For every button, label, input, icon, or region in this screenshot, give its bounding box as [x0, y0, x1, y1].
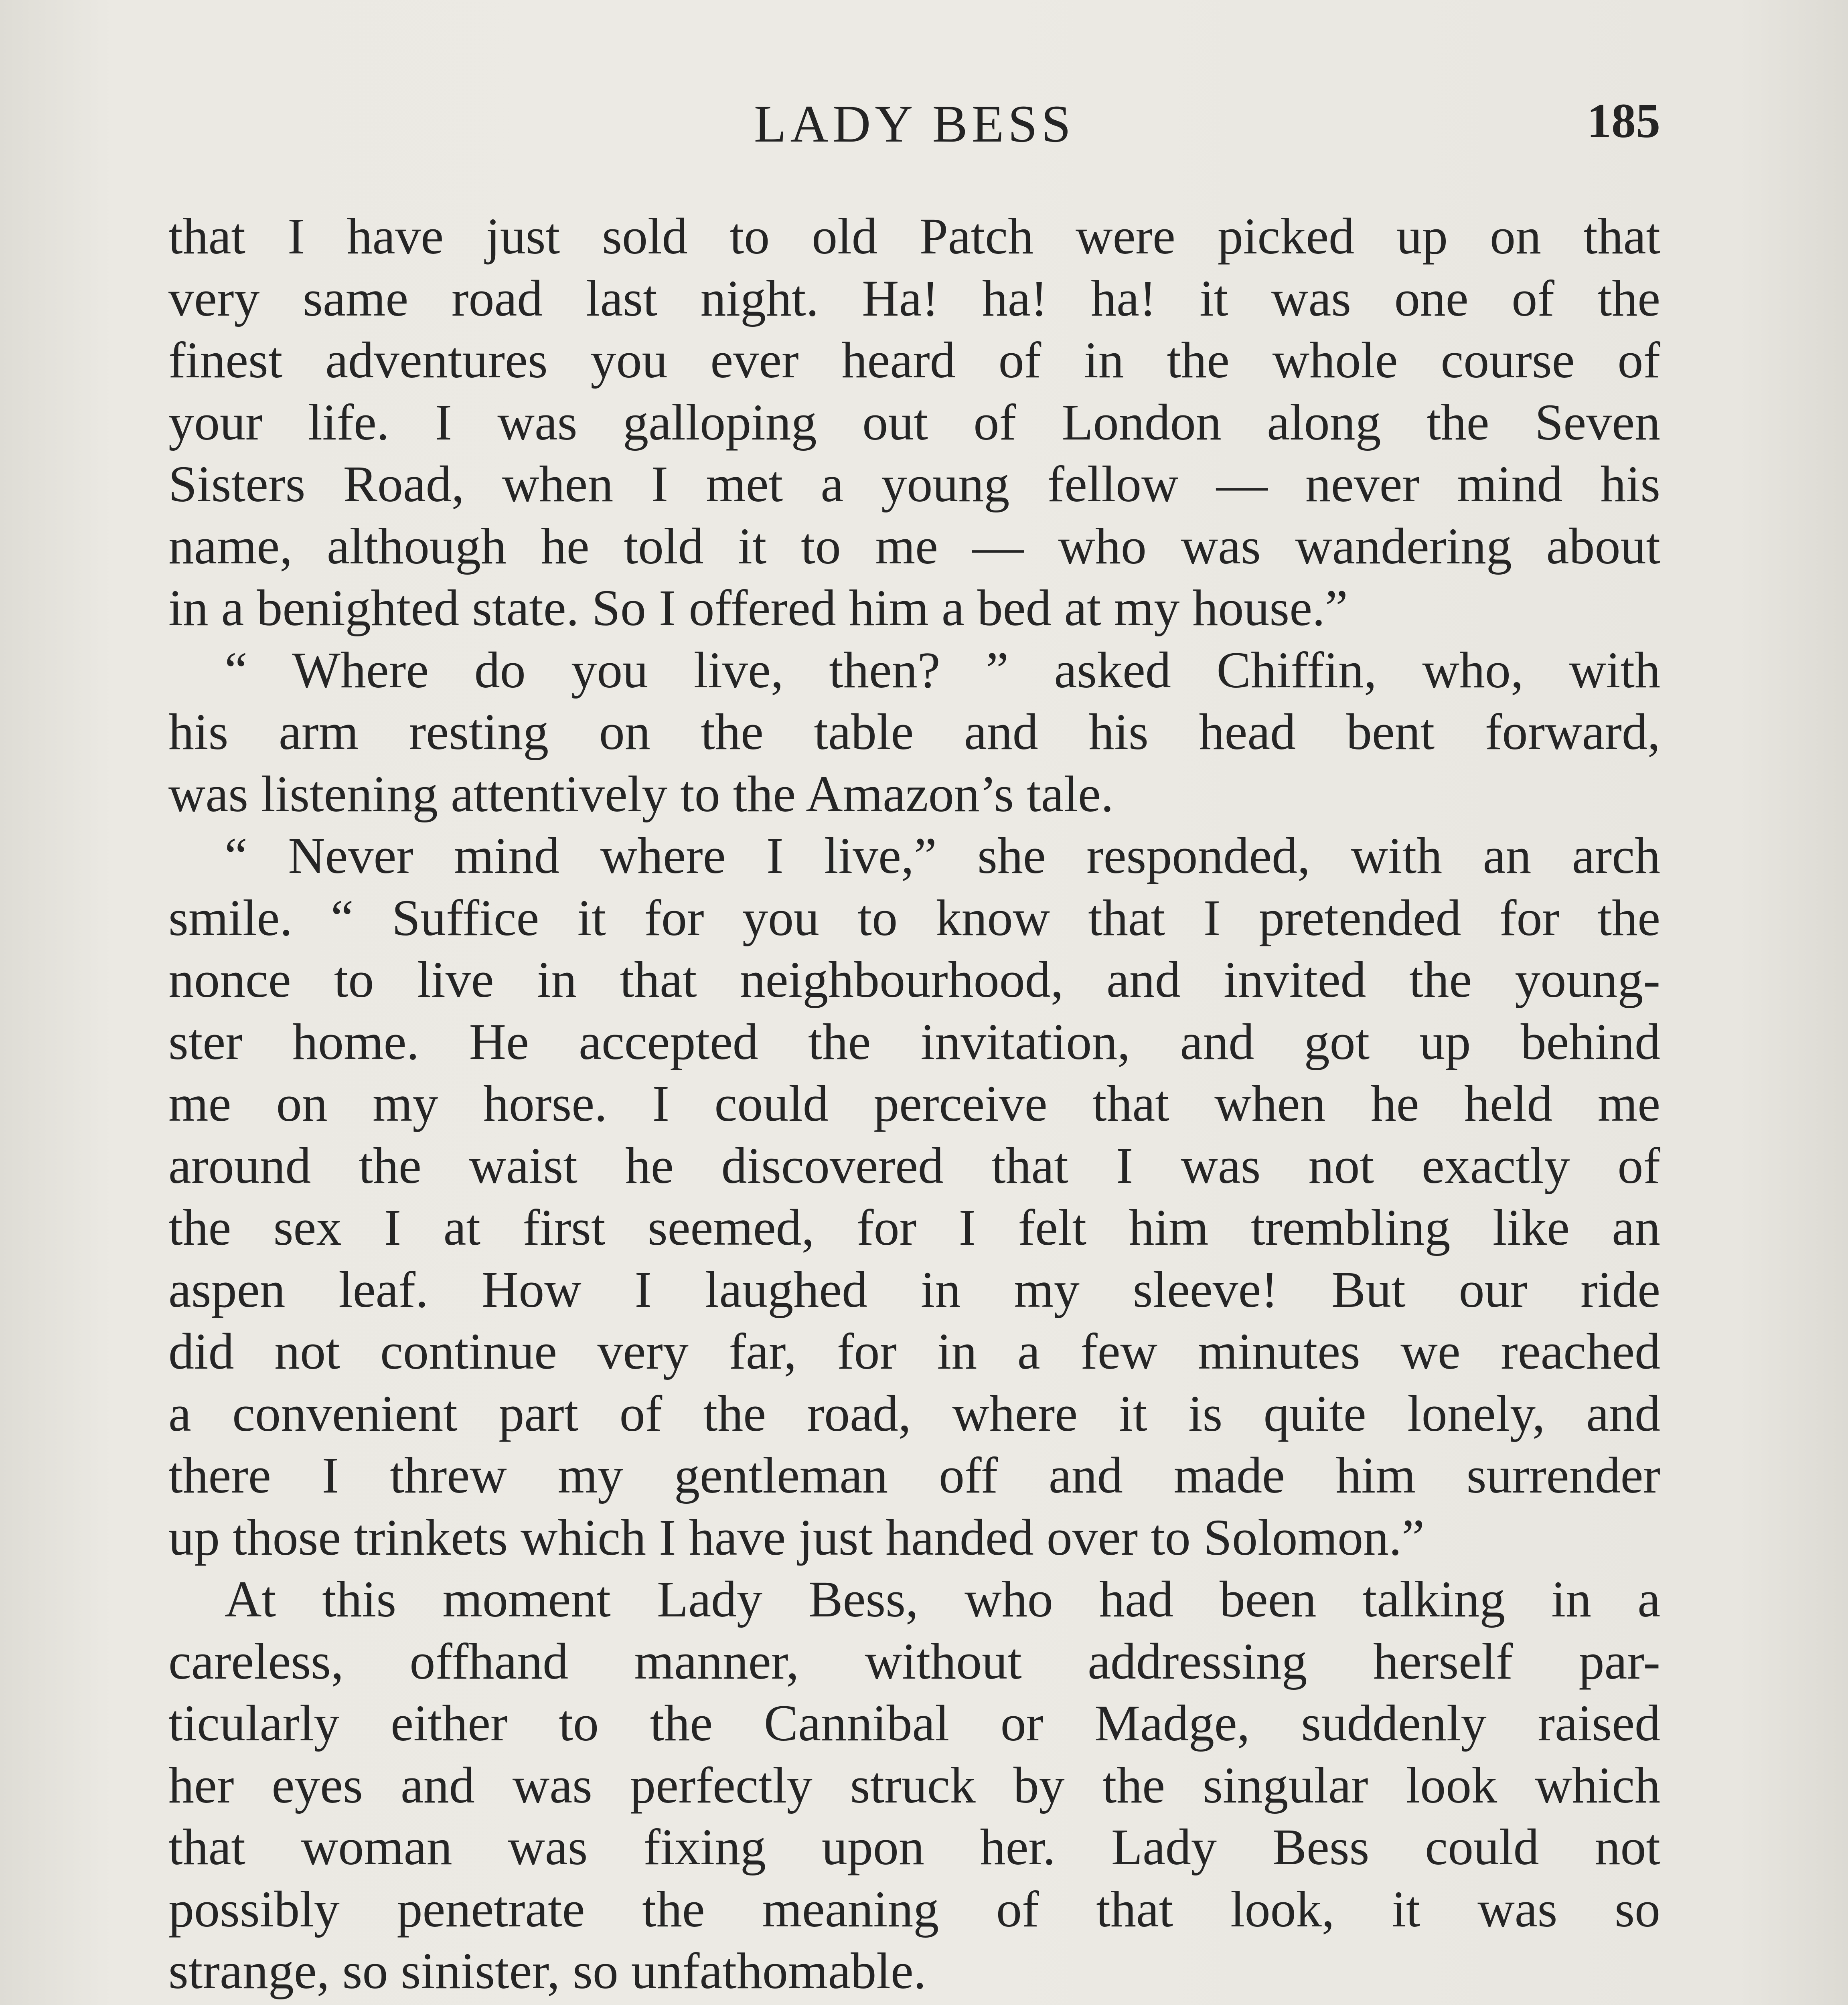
text-line: ster home. He accepted the invitation, and got up behind: [168, 1013, 1660, 1070]
text-line: did not continue very far, for in a few minutes we reached: [168, 1323, 1660, 1380]
text-line: her eyes and was perfectly struck by the singular look which: [168, 1756, 1660, 1814]
text-line: your life. I was galloping out of London along the Seven: [168, 393, 1660, 451]
text-line: careless, offhand manner, without addressing herself par-: [168, 1632, 1660, 1690]
text-line: up those trinkets which I have just handed over to Solomon.”: [168, 1509, 1424, 1566]
text-line: that I have just sold to old Patch were picked up on that: [168, 208, 1660, 265]
text-line: me on my horse. I could perceive that when he held me: [168, 1075, 1660, 1132]
page-number: 185: [1587, 94, 1660, 148]
text-line: Sisters Road, when I met a young fellow — never mind his: [168, 456, 1660, 512]
text-line: “ Never mind where I live,” she responded, with an arch: [225, 827, 1660, 884]
text-line: that woman was fixing upon her. Lady Bess could not: [168, 1819, 1660, 1875]
body-text: [168, 205, 1660, 2005]
text-line: was listening attentively to the Amazon’s tale.: [168, 765, 1114, 822]
text-line: his arm resting on the table and his head bent forward,: [168, 703, 1660, 760]
text-line: there I threw my gentleman off and made him surrender: [168, 1447, 1660, 1504]
text-line: very same road last night. Ha! ha! ha! it was one of the: [168, 269, 1660, 327]
text-line: “ Where do you live, then? ” asked Chiffin, who, with: [225, 641, 1660, 699]
text-line: possibly penetrate the meaning of that look, it was so: [168, 1880, 1660, 1938]
text-line: a convenient part of the road, where it is quite lonely, and: [168, 1385, 1660, 1442]
text-line: nonce to live in that neighbourhood, and invited the young-: [168, 951, 1660, 1008]
text-line: ticularly either to the Cannibal or Madge, suddenly raised: [168, 1695, 1660, 1752]
text-line: strange, so sinister, so unfathomable.: [168, 1942, 926, 1999]
text-line: in a benighted state. So I offered him a bed at my house.”: [168, 579, 1348, 636]
text-line: smile. “ Suffice it for you to know that I pretended for the: [168, 889, 1660, 946]
text-line: around the waist he discovered that I was not exactly of: [168, 1137, 1660, 1194]
text-line: the sex I at first seemed, for I felt him trembling like an: [168, 1199, 1660, 1256]
text-line: [168, 2002, 1660, 2005]
running-title: LADY BESS: [754, 94, 1075, 153]
text-line: finest adventures you ever heard of in the whole course of: [168, 332, 1660, 389]
text-line: name, although he told it to me — who was wandering about: [168, 517, 1660, 575]
text-line: At this moment Lady Bess, who had been talking in a: [225, 1571, 1660, 1628]
running-head: [168, 93, 1660, 165]
text-line: aspen leaf. How I laughed in my sleeve! But our ride: [168, 1261, 1660, 1318]
